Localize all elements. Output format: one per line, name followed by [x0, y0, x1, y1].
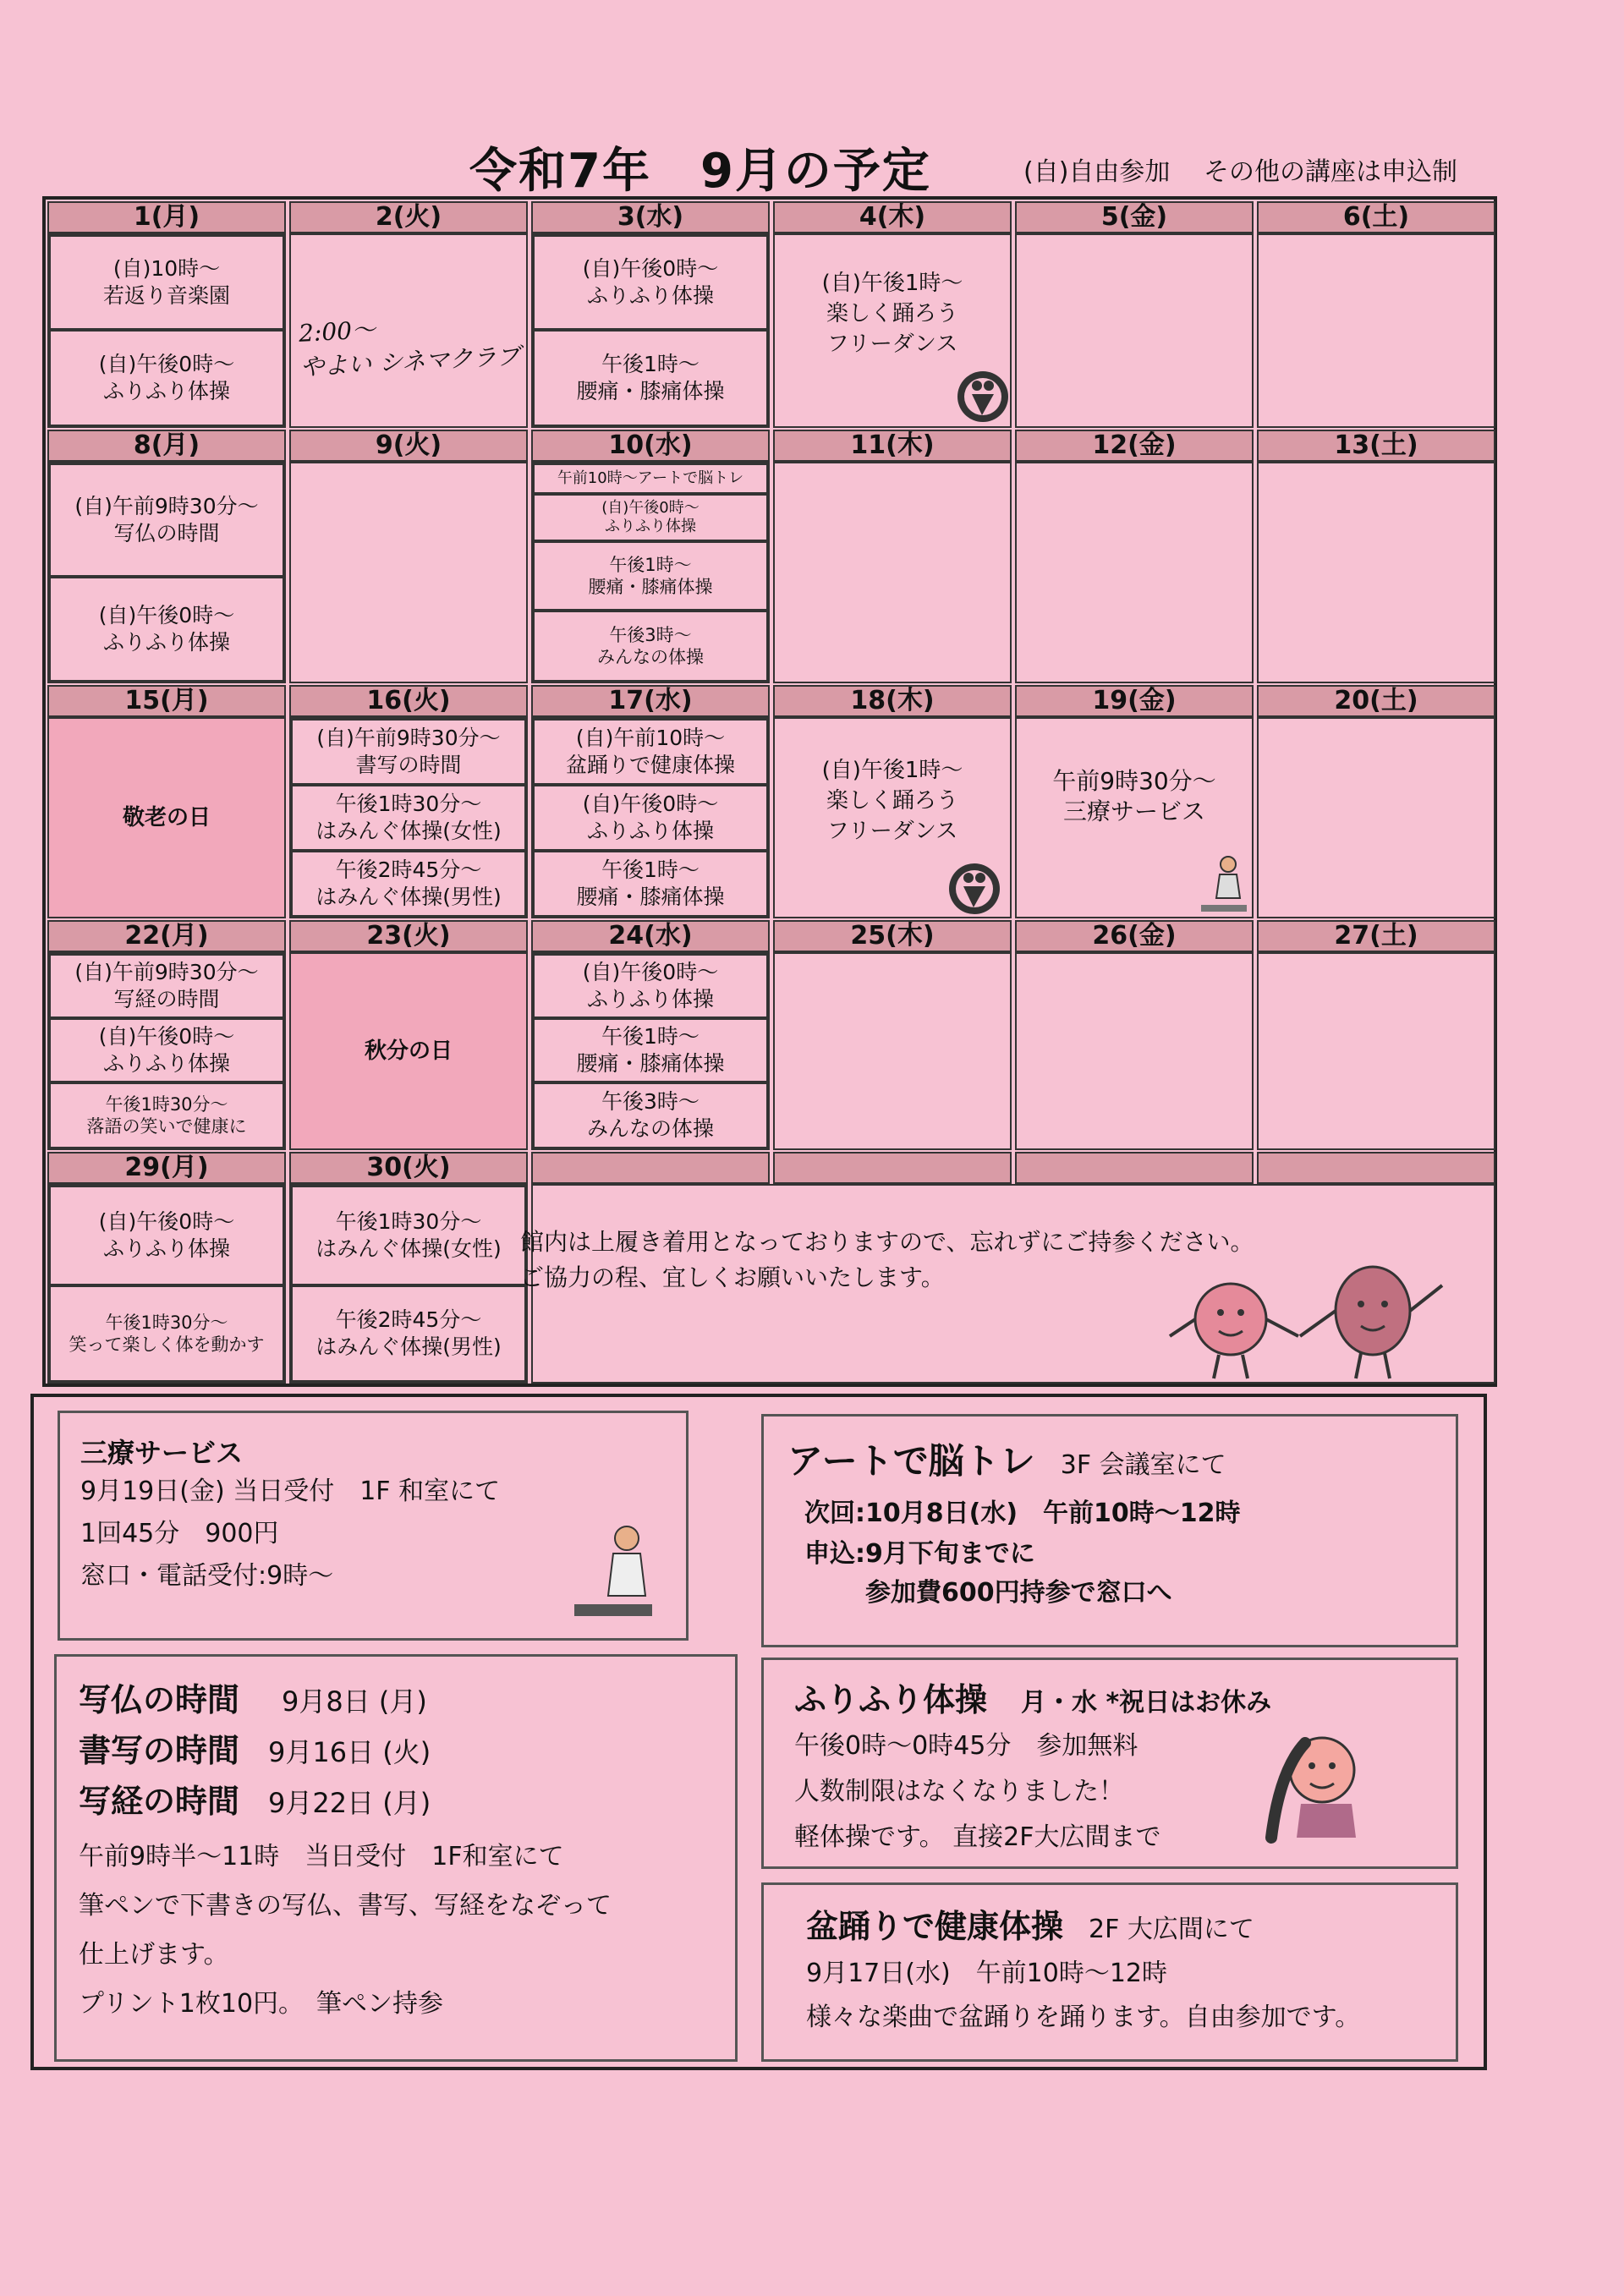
- event: 午後1時30分～ はみんぐ体操(女性): [291, 1186, 526, 1285]
- handwritten-note: 2:00～ やよい シネマクラブ: [298, 315, 521, 381]
- shakyo-name: 写経の時間: [79, 1783, 240, 1820]
- event: 午後1時30分～ はみんぐ体操(女性): [291, 785, 526, 851]
- event: 午後3時～ みんなの体操: [533, 1082, 768, 1148]
- day-cell-27: [1257, 952, 1495, 1150]
- day-header: 15(月): [47, 685, 286, 717]
- sanryo-line: 窓口・電話受付:9時～: [80, 1561, 334, 1591]
- day-header: 25(木): [773, 920, 1012, 952]
- day-cell-16: [289, 717, 528, 918]
- page-title: 令和7年 9月の予定: [469, 144, 931, 199]
- art-place: 3F 会議室にて: [1060, 1450, 1226, 1480]
- day-cell-18: [773, 717, 1012, 918]
- event: (自)午前9時30分～ 写経の時間: [49, 954, 284, 1018]
- day-cell-13: [1257, 462, 1495, 683]
- calendar: [42, 196, 1497, 1387]
- fruit-characters-icon: [1163, 1252, 1468, 1387]
- furifuri-line: 人数制限はなくなりました！: [794, 1777, 1124, 1806]
- art-line: 申込:9月下旬までに: [804, 1539, 1035, 1569]
- day-cell-2: [289, 233, 528, 428]
- massage-figure-icon: [1194, 854, 1254, 915]
- event: (自)午後0時～ ふりふり体操: [533, 785, 768, 851]
- sanryo-box: [58, 1411, 689, 1641]
- event: 午前9時30分～ 三療サービス: [1052, 767, 1216, 825]
- shabutsu-line: プリント1枚10円。 筆ペン持参: [79, 1989, 444, 2019]
- day-header: 5(金): [1015, 201, 1254, 233]
- day-header: 23(火): [289, 920, 528, 952]
- holiday-label: 敬老の日: [122, 805, 211, 830]
- dancing-couple-icon: [948, 861, 1001, 917]
- event: 午後1時30分～ 笑って楽しく体を動かす: [49, 1285, 284, 1382]
- day-header: 22(月): [47, 920, 286, 952]
- massage-figure-icon: [568, 1523, 661, 1625]
- day-cell-19: [1015, 717, 1254, 918]
- day-header: 20(土): [1257, 685, 1495, 717]
- day-header: 9(火): [289, 430, 528, 462]
- event: (自)午後1時～ 楽しく踊ろう フリーダンス: [821, 271, 963, 357]
- day-header: 11(木): [773, 430, 1012, 462]
- bon-title: 盆踊りで健康体操: [806, 1908, 1064, 1945]
- event: 午後1時～ 腰痛・膝痛体操: [533, 541, 768, 611]
- event: (自)午前9時30分～ 書写の時間: [291, 719, 526, 785]
- day-header: 18(木): [773, 685, 1012, 717]
- bon-line: 9月17日(水) 午前10時～12時: [806, 1959, 1168, 1988]
- event: 午後1時～ 腰痛・膝痛体操: [533, 1018, 768, 1082]
- page-subtitle: (自)自由参加 その他の講座は申込制: [1023, 157, 1457, 187]
- day-cell-8: [47, 462, 286, 683]
- day-header: 8(月): [47, 430, 286, 462]
- event: (自)午前9時30分～ 写仏の時間: [49, 463, 284, 577]
- event: (自)午後0時～ ふりふり体操: [49, 330, 284, 426]
- furifuri-title: ふりふり体操: [794, 1681, 988, 1718]
- event: 午後1時～ 腰痛・膝痛体操: [533, 330, 768, 426]
- holiday-label: 秋分の日: [364, 1038, 453, 1064]
- furifuri-line: 軽体操です。 直接2F大広間まで: [794, 1822, 1161, 1852]
- day-cell-3: [531, 233, 770, 428]
- event: (自)午後0時～ ふりふり体操: [533, 235, 768, 330]
- shabutsu-line: 午前9時半～11時 当日受付 1F和室にて: [79, 1842, 564, 1871]
- exercise-figure-icon: [1254, 1719, 1381, 1846]
- bon-place: 2F 大広間にて: [1089, 1915, 1254, 1944]
- event: (自)午前10時～ 盆踊りで健康体操: [533, 719, 768, 785]
- furifuri-sub: 月・水 *祝日はお休み: [1021, 1688, 1272, 1718]
- event: 午後2時45分～ はみんぐ体操(男性): [291, 851, 526, 917]
- day-header: 1(月): [47, 201, 286, 233]
- shabutsu-row: [79, 1777, 713, 1827]
- furifuri-box: [761, 1658, 1458, 1869]
- day-header: 4(木): [773, 201, 1012, 233]
- event: (自)午後0時～ ふりふり体操: [49, 577, 284, 682]
- day-cell-15: [47, 717, 286, 918]
- shabutsu-box: [54, 1654, 738, 2062]
- dancing-couple-icon: [957, 369, 1009, 425]
- event: (自)午後0時～ ふりふり体操: [533, 494, 768, 541]
- day-cell-12: [1015, 462, 1254, 683]
- event: (自)10時～ 若返り音楽園: [49, 235, 284, 330]
- sanryo-line: 1回45分 900円: [80, 1519, 279, 1548]
- day-cell-24: [531, 952, 770, 1150]
- bon-line: 様々な楽曲で盆踊りを踊ります。自由参加です。: [806, 2003, 1361, 2032]
- event: 午後1時～ 腰痛・膝痛体操: [533, 851, 768, 917]
- event: (自)午後0時～ ふりふり体操: [533, 954, 768, 1018]
- day-cell-25: [773, 952, 1012, 1150]
- day-cell-6: [1257, 233, 1495, 428]
- shabutsu-row: [79, 1726, 713, 1777]
- day-cell-11: [773, 462, 1012, 683]
- day-header: 19(金): [1015, 685, 1254, 717]
- art-title: アートで脳トレ: [787, 1440, 1035, 1482]
- day-cell-23: [289, 952, 528, 1150]
- event: 午後3時～ みんなの体操: [533, 611, 768, 682]
- day-header: 26(金): [1015, 920, 1254, 952]
- sanryo-title: 三療サービス: [80, 1437, 244, 1469]
- day-cell-30: [289, 1184, 528, 1384]
- event: 午後1時30分～ 落語の笑いで健康に: [49, 1082, 284, 1148]
- day-header: 24(水): [531, 920, 770, 952]
- day-header-empty: [1015, 1152, 1254, 1184]
- shabutsu-line: 仕上げます。: [79, 1940, 229, 1970]
- day-cell-20: [1257, 717, 1495, 918]
- day-header-empty: [1257, 1152, 1495, 1184]
- shakyo-date: 9月22日 (月): [268, 1787, 431, 1819]
- event: (自)午後0時～ ふりふり体操: [49, 1018, 284, 1082]
- shosha-name: 書写の時間: [79, 1732, 240, 1769]
- day-header: 29(月): [47, 1152, 286, 1184]
- day-cell-5: [1015, 233, 1254, 428]
- day-header: 2(火): [289, 201, 528, 233]
- day-cell-1: [47, 233, 286, 428]
- shabutsu-line: 筆ペンで下書きの写仏、書写、写経をなぞって: [79, 1891, 612, 1921]
- day-cell-10: [531, 462, 770, 683]
- event: 午後2時45分～ はみんぐ体操(男性): [291, 1285, 526, 1382]
- day-header: 10(水): [531, 430, 770, 462]
- day-cell-22: [47, 952, 286, 1150]
- day-cell-4: [773, 233, 1012, 428]
- day-cell-29: [47, 1184, 286, 1384]
- event: (自)午後1時～ 楽しく踊ろう フリーダンス: [821, 758, 963, 844]
- sanryo-line: 9月19日(金) 当日受付 1F 和室にて: [80, 1477, 501, 1506]
- day-header: 3(水): [531, 201, 770, 233]
- day-header: 17(水): [531, 685, 770, 717]
- art-box: [761, 1414, 1458, 1647]
- furifuri-line: 午後0時～0時45分 参加無料: [794, 1731, 1138, 1761]
- event: 午前10時～アートで脳トレ: [533, 463, 768, 494]
- day-cell-26: [1015, 952, 1254, 1150]
- day-header: 6(土): [1257, 201, 1495, 233]
- shabutsu-name: 写仏の時間: [79, 1681, 240, 1718]
- day-header-empty: [531, 1152, 770, 1184]
- notice-text: 館内は上履き着用となっておりますので、忘れずにご持参ください。 ご協力の程、宜しくお願いいたします。: [520, 1228, 1254, 1291]
- art-line: 次回:10月8日(水) 午前10時～12時: [804, 1499, 1241, 1528]
- day-header: 30(火): [289, 1152, 528, 1184]
- shabutsu-date: 9月8日 (月): [282, 1685, 427, 1718]
- shosha-date: 9月16日 (火): [268, 1736, 431, 1768]
- day-header: 16(火): [289, 685, 528, 717]
- day-cell-9: [289, 462, 528, 683]
- day-header-empty: [773, 1152, 1012, 1184]
- art-line: 参加費600円持参で窓口へ: [865, 1578, 1172, 1608]
- event: (自)午後0時～ ふりふり体操: [49, 1186, 284, 1285]
- shabutsu-row: [79, 1675, 713, 1726]
- day-cell-17: [531, 717, 770, 918]
- day-header: 13(土): [1257, 430, 1495, 462]
- day-header: 12(金): [1015, 430, 1254, 462]
- bon-box: [761, 1882, 1458, 2062]
- day-header: 27(土): [1257, 920, 1495, 952]
